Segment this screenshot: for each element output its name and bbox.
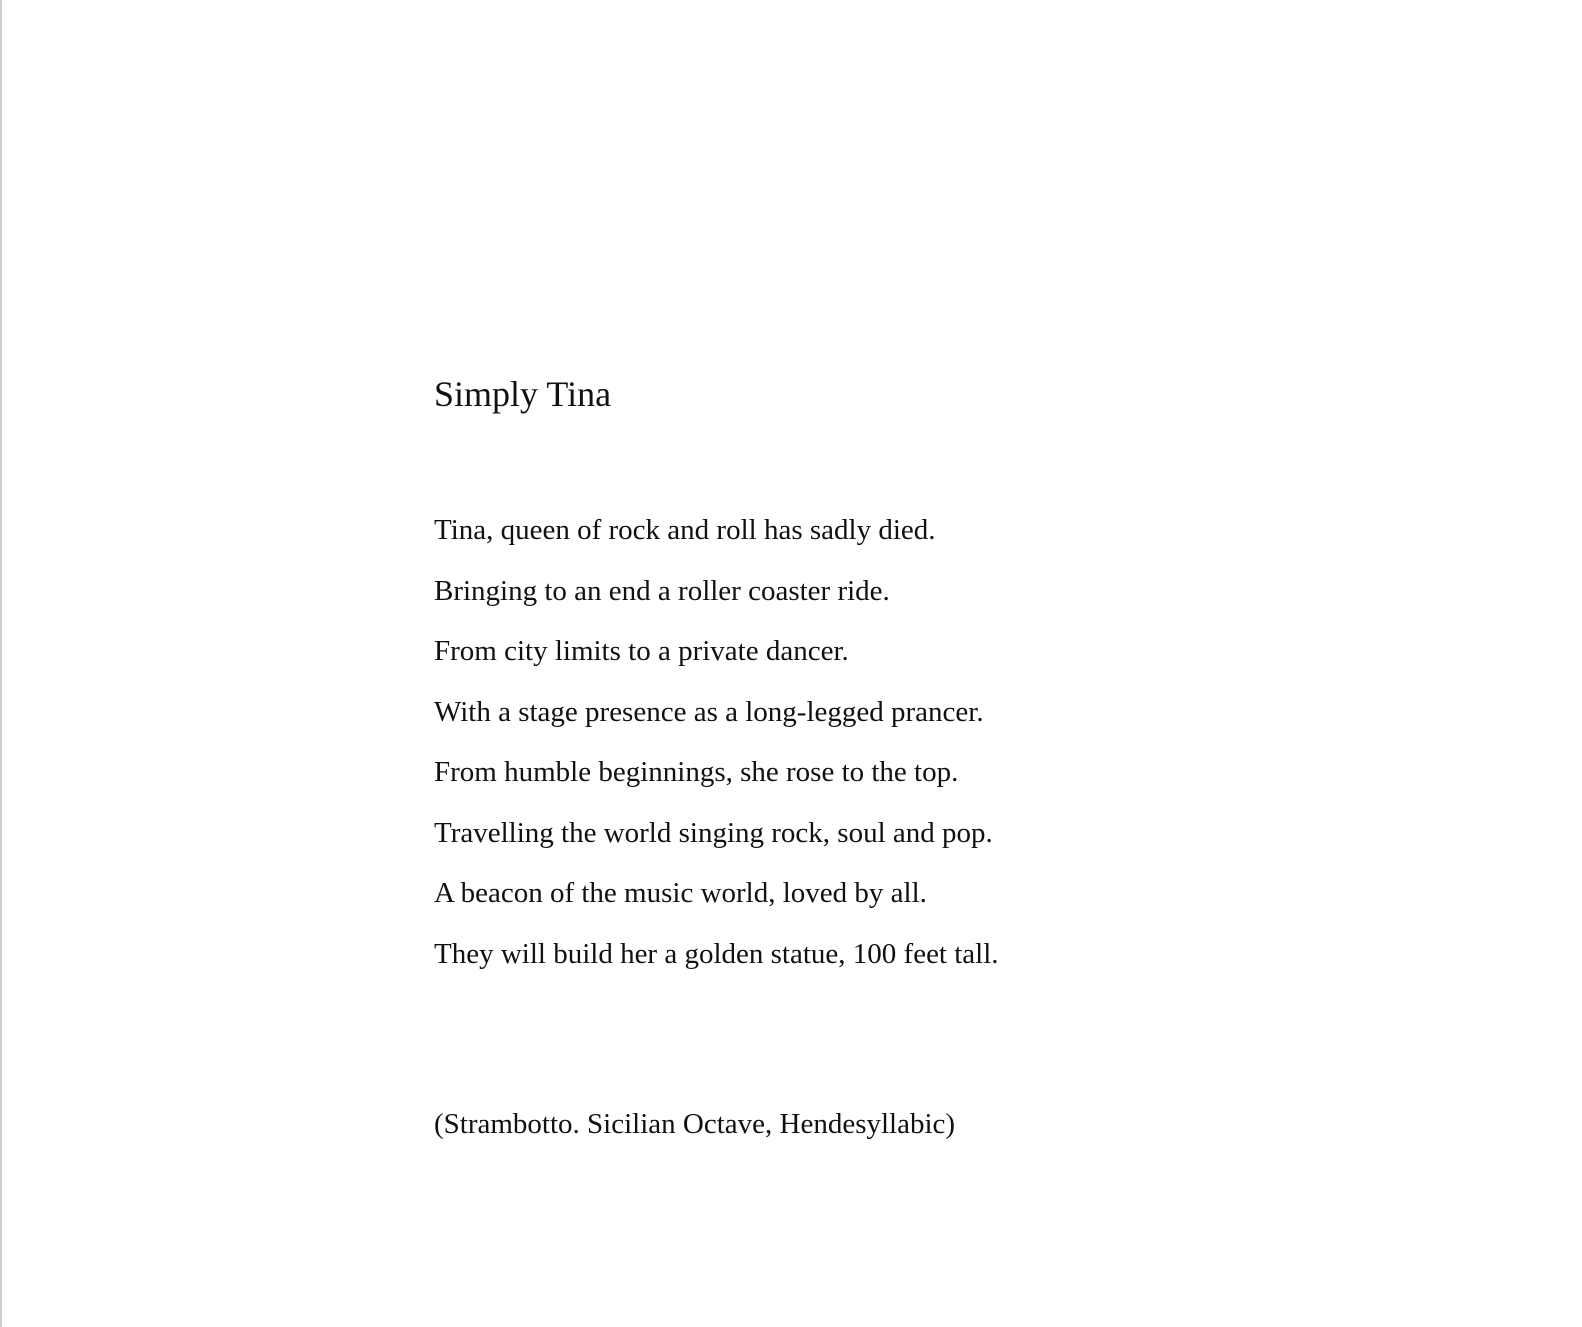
poem-line: From city limits to a private dancer. <box>434 635 849 667</box>
poem-line: With a stage presence as a long-legged prancer. <box>434 695 984 728</box>
document-page <box>2 0 1582 1327</box>
poem-line: They will build her a golden statue, 100 feet tall. <box>434 937 999 970</box>
poem-line: Tina, queen of rock and roll has sadly died. <box>434 514 936 546</box>
poem-line: Bringing to an end a roller coaster ride. <box>434 574 890 607</box>
poem-stanza <box>434 500 999 984</box>
poem-form-note: (Strambotto. Sicilian Octave, Hendesyllabic) <box>434 1108 956 1140</box>
poem-line: From humble beginnings, she rose to the top. <box>434 756 959 788</box>
poem-title: Simply Tina <box>434 374 612 414</box>
poem-line: Travelling the world singing rock, soul and pop. <box>434 816 993 849</box>
poem-line: A beacon of the music world, loved by all. <box>434 877 927 909</box>
